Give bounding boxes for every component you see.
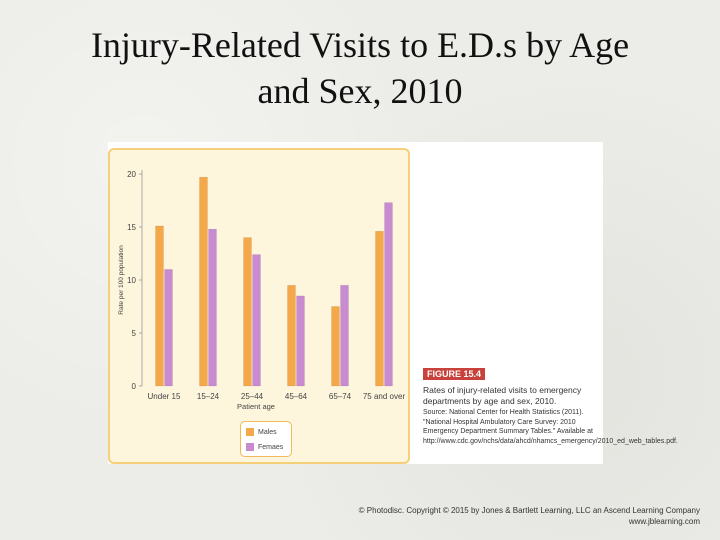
y-tick-label: 5 <box>131 329 136 338</box>
legend-label-females: Femaes <box>258 443 284 451</box>
y-tick-label: 20 <box>127 170 136 179</box>
legend-swatch-males <box>246 428 254 436</box>
x-tick-label: Under 15 <box>147 392 181 401</box>
x-axis-title: Patient age <box>237 402 275 411</box>
bar-females <box>165 269 173 386</box>
x-tick-label: 65–74 <box>328 392 352 401</box>
y-tick-label: 10 <box>127 276 136 285</box>
figure-label: FIGURE 15.4 <box>423 368 485 380</box>
y-tick-label: 0 <box>131 382 136 391</box>
bar-males <box>288 285 296 386</box>
copyright-notice <box>359 505 700 527</box>
bar-chart <box>110 150 410 412</box>
y-axis-title: Rate per 100 population <box>118 245 125 315</box>
figure-description: Rates of injury-related visits to emergency departments by age and sex, 2010. <box>423 385 582 406</box>
figure-caption <box>423 364 678 446</box>
x-tick-label: 45–64 <box>284 392 308 401</box>
slide-title-line-2: and Sex, 2010 <box>257 71 463 111</box>
bar-females <box>341 285 349 386</box>
bar-males <box>244 238 252 386</box>
legend-label-males: Males <box>258 428 277 436</box>
bar-females <box>209 229 217 386</box>
legend-item-males <box>246 426 277 438</box>
x-tick-label: 75 and over <box>362 392 406 401</box>
slide-title-line-1: Injury-Related Visits to E.D.s by Age <box>90 25 630 65</box>
legend-item-females <box>246 441 283 453</box>
y-tick-label: 15 <box>127 223 136 232</box>
figure-source: Source: National Center for Health Statistics (2011). "National Hospital Ambulatory Care Survey: 2010 Emergency Department Summary Tables." Available at http://www.cdc.gov/nchs/data/ahcd/nhamcs_emergency/2010_ed_web_tables.pdf. <box>423 409 678 445</box>
bar-males <box>332 307 340 387</box>
bar-males <box>376 231 384 386</box>
copyright-line: © Photodisc. Copyright © 2015 by Jones & Bartlett Learning, LLC an Ascend Learning Company <box>358 506 700 515</box>
figure-card <box>108 142 678 464</box>
slide-title <box>0 22 720 114</box>
chart-legend <box>240 421 292 457</box>
bar-males <box>156 226 164 386</box>
x-tick-label: 25–44 <box>240 392 264 401</box>
chart-panel <box>108 148 410 464</box>
legend-swatch-females <box>246 443 254 451</box>
bar-females <box>297 296 305 386</box>
bar-females <box>385 203 393 386</box>
publisher-url: www.jblearning.com <box>628 517 700 526</box>
bar-males <box>200 177 208 386</box>
bar-females <box>253 255 261 386</box>
x-tick-label: 15–24 <box>196 392 220 401</box>
